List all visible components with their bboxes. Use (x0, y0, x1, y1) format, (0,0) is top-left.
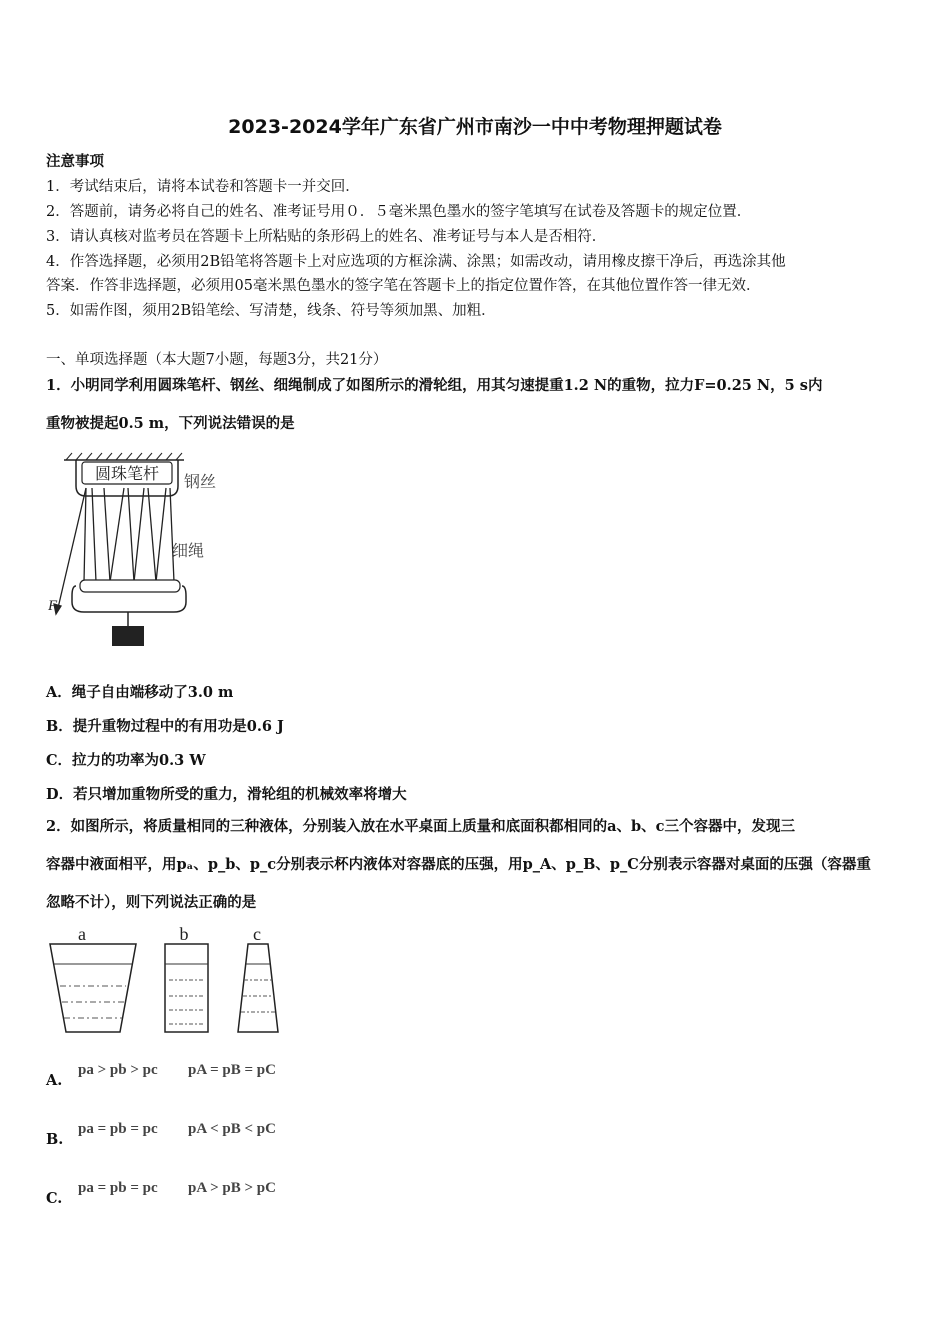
q1-option-d[interactable]: D．若只增加重物所受的重力，滑轮组的机械效率将增大 (46, 786, 407, 803)
q1-option-a[interactable]: A．绳子自由端移动了3.0 m (46, 684, 234, 701)
question-1-stem-line2: 重物被提起0.5 m，下列说法错误的是 (46, 415, 295, 432)
notice-item: 4．作答选择题，必须用2B铅笔将答题卡上对应选项的方框涂满、涂黑；如需改动，请用橡皮擦干净后，再选涂其他 (46, 254, 786, 270)
question-2-stem-line1: 2．如图所示，将质量相同的三种液体，分别装入放在水平桌面上质量和底面积都相同的a、b、c三个容器中，发现三 (46, 818, 795, 835)
notice-item: 1．考试结束后，请将本试卷和答题卡一并交回． (46, 179, 360, 195)
notice-item: 5．如需作图，须用2B铅笔绘、写清楚，线条、符号等须加黑、加粗． (46, 303, 496, 319)
wire-label: 钢丝 (184, 474, 217, 491)
q2-option-c-formula1: pa = pb = pc (78, 1180, 158, 1196)
notice-item: 3．请认真核对监考员在答题卡上所粘贴的条形码上的姓名、准考证号与本人是否相符． (46, 229, 607, 245)
section-heading: 一、单项选择题（本大题7小题，每题3分，共21分） (46, 352, 388, 368)
containers-figure (46, 922, 286, 1036)
q2-option-c-formula2: pA > pB > pC (188, 1180, 276, 1196)
question-2-stem-line2: 容器中液面相平，用pₐ、p_b、p_c分别表示杯内液体对容器底的压强，用p_A、p_B、p_C分别表示容器对桌面的压强（容器重 (46, 856, 871, 873)
q2-option-a-formula1: pa > pb > pc (78, 1062, 158, 1078)
pen-label: 圆珠笔杆 (94, 466, 160, 483)
q2-option-a-letter: A. (46, 1072, 63, 1089)
q2-option-b-formula2: pA < pB < pC (188, 1121, 276, 1137)
notice-heading: 注意事项 (46, 153, 104, 170)
rope-label: 细绳 (172, 543, 205, 560)
q2-option-a-formula2: pA = pB = pC (188, 1062, 276, 1078)
container-b-label: b (179, 924, 189, 944)
force-label: F (48, 598, 58, 614)
container-c-label: c (253, 924, 261, 944)
q2-option-b[interactable] (46, 1121, 276, 1148)
container-a-label: a (78, 924, 86, 944)
q2-option-c-letter: C. (46, 1190, 63, 1207)
pulley-system-figure (44, 450, 244, 654)
q2-option-a[interactable] (46, 1062, 276, 1089)
question-2-stem-line3: 忽略不计），则下列说法正确的是 (46, 894, 257, 911)
q2-option-b-formula1: pa = pb = pc (78, 1121, 158, 1137)
q1-option-c[interactable]: C．拉力的功率为0.3 W (46, 752, 206, 769)
q2-option-c[interactable] (46, 1180, 276, 1207)
question-1-stem-line1: 1．小明同学利用圆珠笔杆、钢丝、细绳制成了如图所示的滑轮组，用其匀速提重1.2 N的重物，拉力F=0.25 N，5 s内 (46, 377, 823, 394)
notice-item: 答案．作答非选择题，必须用05毫米黑色墨水的签字笔在答题卡上的指定位置作答，在其他位置作答一律无效． (46, 278, 761, 294)
page-title: 2023-2024学年广东省广州市南沙一中中考物理押题试卷 (228, 116, 722, 138)
q2-option-b-letter: B. (46, 1131, 64, 1148)
q1-option-b[interactable]: B．提升重物过程中的有用功是0.6 J (46, 718, 284, 735)
notice-item: 2．答题前，请务必将自己的姓名、准考证号用０．５毫米黑色墨水的签字笔填写在试卷及答题卡的规定位置． (46, 204, 752, 220)
